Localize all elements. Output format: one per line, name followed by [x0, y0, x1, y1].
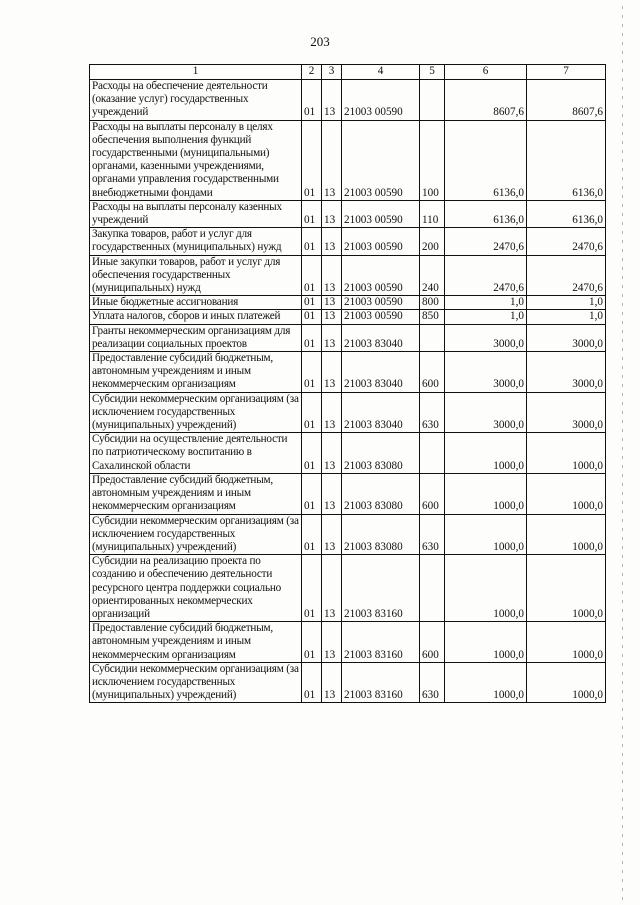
subsection-code-cell: 13 [322, 324, 342, 351]
header-col-6: 6 [445, 65, 527, 80]
expense-name-cell: Уплата налогов, сборов и иных платежей [90, 310, 302, 324]
target-article-cell: 21003 00590 [342, 310, 420, 324]
section-code-cell: 01 [302, 200, 322, 227]
section-code-cell: 01 [302, 514, 322, 555]
header-col-1: 1 [90, 65, 302, 80]
subsection-code-cell: 13 [322, 228, 342, 255]
table-row [90, 310, 606, 324]
amount-cell-6: 1000,0 [445, 555, 527, 622]
target-article-cell: 21003 00590 [342, 255, 420, 296]
expense-type-cell: 630 [420, 662, 445, 703]
table-body [90, 80, 606, 703]
target-article-cell: 21003 83160 [342, 662, 420, 703]
table-row [90, 120, 606, 200]
header-col-5: 5 [420, 65, 445, 80]
expense-name-cell: Иные бюджетные ассигнования [90, 296, 302, 310]
section-code-cell: 01 [302, 392, 322, 433]
expense-type-cell: 600 [420, 622, 445, 663]
amount-cell-6: 1,0 [445, 310, 527, 324]
expense-name-cell: Субсидии некоммерческим организациям (за исключением государственных (муниципальных) учреждений) [90, 662, 302, 703]
target-article-cell: 21003 83160 [342, 555, 420, 622]
section-code-cell: 01 [302, 622, 322, 663]
amount-cell-7: 1000,0 [527, 662, 606, 703]
subsection-code-cell: 13 [322, 555, 342, 622]
section-code-cell: 01 [302, 662, 322, 703]
expense-type-cell [420, 433, 445, 474]
table-row [90, 514, 606, 555]
target-article-cell: 21003 00590 [342, 228, 420, 255]
header-col-4: 4 [342, 65, 420, 80]
amount-cell-7: 2470,6 [527, 228, 606, 255]
target-article-cell: 21003 83160 [342, 622, 420, 663]
subsection-code-cell: 13 [322, 433, 342, 474]
header-row [90, 65, 606, 80]
amount-cell-7: 1,0 [527, 310, 606, 324]
expense-type-cell: 200 [420, 228, 445, 255]
amount-cell-6: 1000,0 [445, 433, 527, 474]
target-article-cell: 21003 83040 [342, 324, 420, 351]
amount-cell-7: 1000,0 [527, 514, 606, 555]
subsection-code-cell: 13 [322, 120, 342, 200]
target-article-cell: 21003 00590 [342, 296, 420, 310]
table-row [90, 255, 606, 296]
expense-type-cell: 850 [420, 310, 445, 324]
subsection-code-cell: 13 [322, 473, 342, 514]
amount-cell-6: 8607,6 [445, 80, 527, 121]
section-code-cell: 01 [302, 473, 322, 514]
amount-cell-6: 1,0 [445, 296, 527, 310]
target-article-cell: 21003 83040 [342, 352, 420, 393]
subsection-code-cell: 13 [322, 200, 342, 227]
expense-type-cell [420, 324, 445, 351]
section-code-cell: 01 [302, 555, 322, 622]
table-row [90, 80, 606, 121]
expense-name-cell: Субсидии некоммерческим организациям (за исключением государственных (муниципальных) учреждений) [90, 392, 302, 433]
section-code-cell: 01 [302, 433, 322, 474]
amount-cell-7: 1,0 [527, 296, 606, 310]
subsection-code-cell: 13 [322, 514, 342, 555]
subsection-code-cell: 13 [322, 392, 342, 433]
table-row [90, 662, 606, 703]
expense-name-cell: Расходы на обеспечение деятельности (оказание услуг) государственных учреждений [90, 80, 302, 121]
header-col-3: 3 [322, 65, 342, 80]
expense-name-cell: Расходы на выплаты персоналу в целях обеспечения выполнения функций государственными (муниципальными) органами, казенными учреждениями, органами управления государственными внебюджетными фондами [90, 120, 302, 200]
expense-type-cell: 110 [420, 200, 445, 227]
expense-type-cell: 600 [420, 473, 445, 514]
section-code-cell: 01 [302, 296, 322, 310]
expense-type-cell: 100 [420, 120, 445, 200]
subsection-code-cell: 13 [322, 622, 342, 663]
subsection-code-cell: 13 [322, 662, 342, 703]
amount-cell-7: 1000,0 [527, 622, 606, 663]
target-article-cell: 21003 00590 [342, 120, 420, 200]
amount-cell-6: 2470,6 [445, 255, 527, 296]
budget-table [89, 64, 606, 703]
amount-cell-6: 1000,0 [445, 622, 527, 663]
expense-type-cell: 630 [420, 514, 445, 555]
section-code-cell: 01 [302, 228, 322, 255]
amount-cell-6: 6136,0 [445, 120, 527, 200]
expense-type-cell: 800 [420, 296, 445, 310]
target-article-cell: 21003 83080 [342, 473, 420, 514]
amount-cell-7: 1000,0 [527, 433, 606, 474]
target-article-cell: 21003 00590 [342, 200, 420, 227]
amount-cell-7: 3000,0 [527, 392, 606, 433]
table-row [90, 555, 606, 622]
section-code-cell: 01 [302, 310, 322, 324]
amount-cell-6: 1000,0 [445, 473, 527, 514]
subsection-code-cell: 13 [322, 80, 342, 121]
section-code-cell: 01 [302, 352, 322, 393]
amount-cell-7: 8607,6 [527, 80, 606, 121]
target-article-cell: 21003 83040 [342, 392, 420, 433]
expense-type-cell: 240 [420, 255, 445, 296]
subsection-code-cell: 13 [322, 296, 342, 310]
expense-name-cell: Иные закупки товаров, работ и услуг для обеспечения государственных (муниципальных) нужд [90, 255, 302, 296]
amount-cell-6: 3000,0 [445, 324, 527, 351]
expense-type-cell: 630 [420, 392, 445, 433]
table-header [90, 65, 606, 80]
expense-type-cell [420, 555, 445, 622]
table-row [90, 392, 606, 433]
header-col-2: 2 [302, 65, 322, 80]
amount-cell-6: 2470,6 [445, 228, 527, 255]
expense-name-cell: Предоставление субсидий бюджетным, автономным учреждениям и иным некоммерческим организациям [90, 622, 302, 663]
section-code-cell: 01 [302, 120, 322, 200]
amount-cell-7: 2470,6 [527, 255, 606, 296]
table-row [90, 622, 606, 663]
expense-type-cell [420, 80, 445, 121]
expense-name-cell: Предоставление субсидий бюджетным, автономным учреждениям и иным некоммерческим организациям [90, 352, 302, 393]
header-col-7: 7 [527, 65, 606, 80]
amount-cell-6: 3000,0 [445, 352, 527, 393]
subsection-code-cell: 13 [322, 310, 342, 324]
amount-cell-6: 1000,0 [445, 662, 527, 703]
table-row [90, 296, 606, 310]
target-article-cell: 21003 83080 [342, 514, 420, 555]
amount-cell-6: 3000,0 [445, 392, 527, 433]
expense-name-cell: Субсидии на реализацию проекта по созданию и обеспечению деятельности ресурсного центра поддержки социально ориентированных некоммерческих организаций [90, 555, 302, 622]
expense-name-cell: Предоставление субсидий бюджетным, автономным учреждениям и иным некоммерческим организациям [90, 473, 302, 514]
expense-name-cell: Субсидии на осуществление деятельности по патриотическому воспитанию в Сахалинской области [90, 433, 302, 474]
target-article-cell: 21003 83080 [342, 433, 420, 474]
amount-cell-6: 6136,0 [445, 200, 527, 227]
expense-name-cell: Гранты некоммерческим организациям для реализации социальных проектов [90, 324, 302, 351]
section-code-cell: 01 [302, 324, 322, 351]
table-row [90, 200, 606, 227]
section-code-cell: 01 [302, 255, 322, 296]
subsection-code-cell: 13 [322, 352, 342, 393]
table-row [90, 228, 606, 255]
table-row [90, 433, 606, 474]
amount-cell-7: 3000,0 [527, 352, 606, 393]
amount-cell-7: 1000,0 [527, 473, 606, 514]
section-code-cell: 01 [302, 80, 322, 121]
expense-name-cell: Расходы на выплаты персоналу казенных учреждений [90, 200, 302, 227]
amount-cell-7: 1000,0 [527, 555, 606, 622]
amount-cell-7: 6136,0 [527, 120, 606, 200]
subsection-code-cell: 13 [322, 255, 342, 296]
amount-cell-7: 3000,0 [527, 324, 606, 351]
amount-cell-7: 6136,0 [527, 200, 606, 227]
expense-type-cell: 600 [420, 352, 445, 393]
page-number: 203 [310, 34, 330, 49]
expense-name-cell: Субсидии некоммерческим организациям (за исключением государственных (муниципальных) учреждений) [90, 514, 302, 555]
amount-cell-6: 1000,0 [445, 514, 527, 555]
scan-edge-artifact [622, 6, 623, 901]
table-row [90, 324, 606, 351]
target-article-cell: 21003 00590 [342, 80, 420, 121]
table-row [90, 473, 606, 514]
expense-name-cell: Закупка товаров, работ и услуг для государственных (муниципальных) нужд [90, 228, 302, 255]
table-row [90, 352, 606, 393]
